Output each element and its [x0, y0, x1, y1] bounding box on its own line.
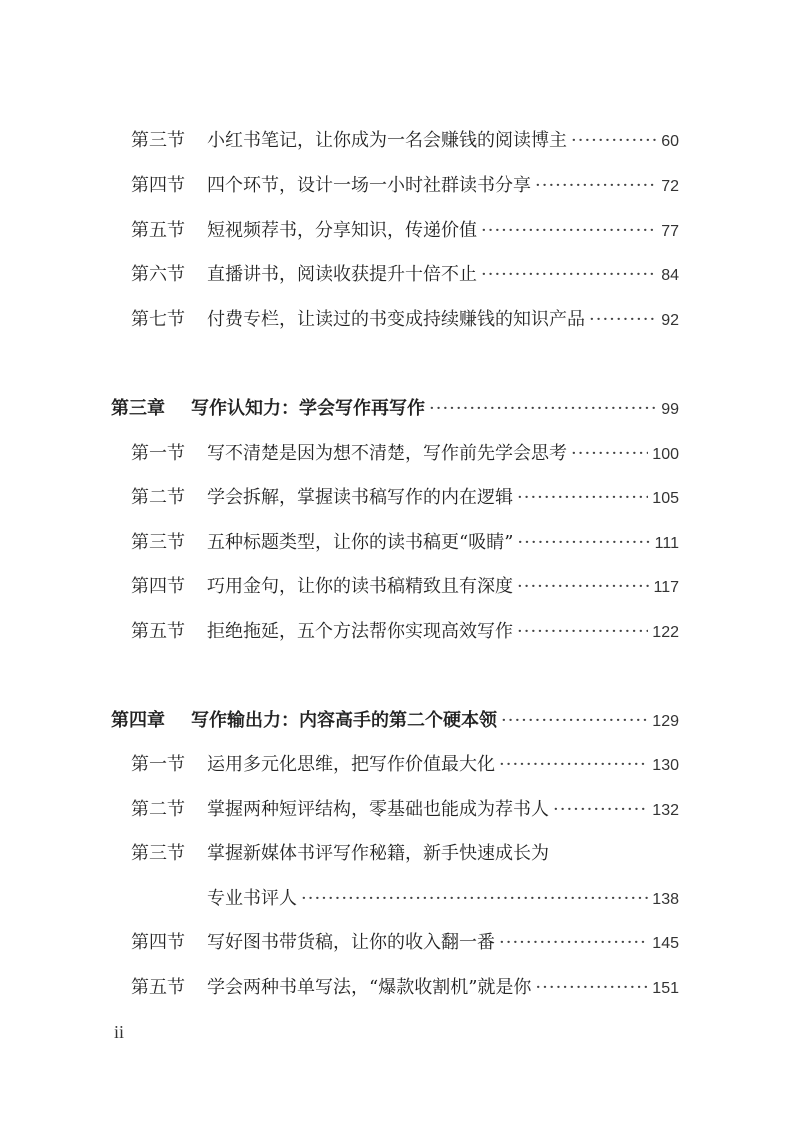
entry-label: 第四节 — [131, 175, 185, 196]
entry-title: 掌握新媒体书评写作秘籍，新手快速成长为 — [207, 843, 549, 864]
entry-title: 学会拆解，掌握读书稿写作的内在逻辑 — [207, 487, 513, 508]
chapter-label: 第三章 — [111, 398, 165, 419]
entry-label: 第七节 — [131, 309, 185, 330]
chapter-page-number: 99 — [661, 401, 679, 418]
entry-page-number: 92 — [661, 312, 679, 329]
entry-label: 第四节 — [131, 932, 185, 953]
entry-title: 付费专栏，让读过的书变成持续赚钱的知识产品 — [207, 309, 585, 330]
page-folio: ii — [114, 1022, 125, 1042]
leader-dots — [501, 707, 648, 735]
entry-label: 第五节 — [131, 621, 185, 642]
entry-label: 第四节 — [131, 576, 185, 597]
leader-dots — [571, 127, 657, 155]
entry-page-number: 60 — [661, 133, 679, 150]
entry-title: 五种标题类型，让你的读书稿更“吸睛” — [207, 532, 514, 553]
entry-page-number: 105 — [652, 490, 679, 507]
leader-dots — [517, 618, 648, 646]
entry-label: 第三节 — [131, 532, 185, 553]
entry-page-number: 122 — [652, 624, 679, 641]
leader-dots — [301, 885, 648, 913]
entry-title: 写不清楚是因为想不清楚，写作前先学会思考 — [207, 443, 567, 464]
entry-title: 掌握两种短评结构，零基础也能成为荐书人 — [207, 799, 549, 820]
entry-label: 第二节 — [131, 487, 185, 508]
leader-dots — [499, 751, 648, 779]
leader-dots — [481, 261, 657, 289]
entry-label: 第五节 — [131, 220, 185, 241]
entry-title: 小红书笔记，让你成为一名会赚钱的阅读博主 — [207, 130, 567, 151]
entry-title: 直播讲书，阅读收获提升十倍不止 — [207, 264, 477, 285]
toc-entry[interactable] — [131, 484, 679, 512]
entry-label: 第二节 — [131, 799, 185, 820]
toc-entry[interactable] — [131, 751, 679, 779]
entry-title: 写好图书带货稿，让你的收入翻一番 — [207, 932, 495, 953]
entry-page-number: 100 — [652, 446, 679, 463]
toc-entry[interactable] — [131, 974, 679, 1002]
toc-entry[interactable] — [131, 440, 679, 468]
entry-page-number: 72 — [661, 178, 679, 195]
entry-page-number: 132 — [652, 802, 679, 819]
chapter-page-number: 129 — [652, 713, 679, 730]
entry-label: 第五节 — [131, 977, 185, 998]
toc-entry-continuation[interactable] — [207, 885, 679, 913]
chapter-title: 写作输出力：内容高手的第二个硬本领 — [191, 710, 497, 731]
entry-title: 巧用金句，让你的读书稿精致且有深度 — [207, 576, 513, 597]
toc-entry[interactable] — [131, 529, 679, 557]
entry-page-number: 77 — [661, 223, 679, 240]
leader-dots — [517, 573, 649, 601]
entry-title: 学会两种书单写法，“爆款收割机”就是你 — [207, 977, 532, 998]
toc-entry[interactable] — [131, 261, 679, 289]
toc-chapter-entry[interactable] — [111, 707, 679, 735]
entry-page-number: 130 — [652, 757, 679, 774]
toc-entry[interactable] — [131, 796, 679, 824]
leader-dots — [553, 796, 648, 824]
leader-dots — [535, 974, 648, 1002]
entry-title: 拒绝拖延，五个方法帮你实现高效写作 — [207, 621, 513, 642]
toc-entry[interactable] — [131, 929, 679, 957]
chapter-title: 写作认知力：学会写作再写作 — [191, 398, 425, 419]
chapter-label: 第四章 — [111, 710, 165, 731]
entry-label: 第一节 — [131, 754, 185, 775]
entry-page-number: 145 — [652, 935, 679, 952]
entry-label: 第一节 — [131, 443, 185, 464]
toc-entry[interactable] — [131, 618, 679, 646]
entry-title: 运用多元化思维，把写作价值最大化 — [207, 754, 495, 775]
leader-dots — [499, 929, 648, 957]
entry-page-number: 138 — [652, 891, 679, 908]
leader-dots — [571, 440, 648, 468]
leader-dots — [589, 306, 657, 334]
toc-entry[interactable] — [131, 217, 679, 245]
leader-dots — [535, 172, 657, 200]
leader-dots — [481, 217, 657, 245]
entry-label: 第六节 — [131, 264, 185, 285]
leader-dots — [429, 395, 657, 423]
toc-entry[interactable] — [131, 573, 679, 601]
entry-title: 短视频荐书，分享知识，传递价值 — [207, 220, 477, 241]
toc-entry[interactable] — [131, 172, 679, 200]
entry-page-number: 151 — [652, 980, 679, 997]
entry-label: 第三节 — [131, 843, 185, 864]
entry-page-number: 111 — [654, 535, 679, 552]
entry-label: 第三节 — [131, 130, 185, 151]
toc-entry[interactable] — [131, 840, 679, 868]
entry-page-number: 84 — [661, 267, 679, 284]
entry-title: 四个环节，设计一场一小时社群读书分享 — [207, 175, 531, 196]
toc-entry[interactable] — [131, 306, 679, 334]
entry-page-number: 117 — [653, 579, 679, 596]
toc-entry[interactable] — [131, 127, 679, 155]
toc-chapter-entry[interactable] — [111, 395, 679, 423]
leader-dots — [517, 484, 648, 512]
leader-dots — [517, 529, 650, 557]
entry-title-continuation: 专业书评人 — [207, 888, 297, 909]
